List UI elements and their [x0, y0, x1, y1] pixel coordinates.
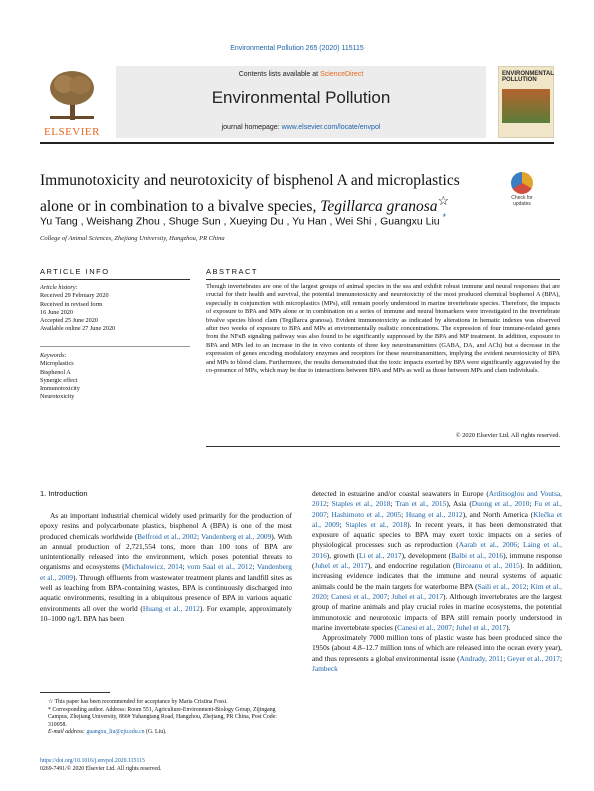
keyword: Neurotoxicity: [40, 393, 75, 401]
citation-link[interactable]: Michałowicz, 2014: [124, 562, 183, 572]
citation-link[interactable]: Canesi et al., 2007: [331, 591, 388, 601]
citation-link[interactable]: Juhel et al., 2017: [314, 561, 368, 571]
authors-names[interactable]: Yu Tang , Weishang Zhou , Shuge Sun , Xueying Du , Yu Han , Wei Shi , Guangxu Liu: [40, 215, 440, 228]
contents-line: [116, 71, 486, 78]
citation-link[interactable]: vom Saal et al., 2012: [187, 562, 253, 572]
citation-link[interactable]: Staples et al., 2018: [331, 499, 391, 509]
body-text: ), Asia (: [446, 499, 472, 509]
body-text: ), immune response (: [312, 550, 563, 571]
section-heading-introduction: 1. Introduction: [40, 489, 88, 498]
citation-link[interactable]: Aarab et al., 2006: [458, 540, 518, 550]
footnote-recommendation: ☆ This paper has been recommended for acceptance by Maria Cristina Fossi.: [48, 699, 228, 705]
article-info-heading: ARTICLE INFO: [40, 267, 110, 276]
body-text: ), development (: [401, 550, 452, 560]
crossmark-label: Check for updates: [511, 195, 533, 207]
body-text: ;: [526, 581, 531, 591]
abstract-heading: ABSTRACT: [206, 267, 259, 276]
title-species: Tegillarca granosa: [320, 198, 438, 216]
email-suffix: (G. Liu).: [146, 729, 167, 735]
history-line: Accepted 25 June 2020: [40, 317, 98, 325]
history-line: 16 June 2020: [40, 308, 73, 316]
doi-block: [40, 758, 161, 773]
body-text: ). Through effluents from wastewater treatment plants and landfill sites as well as leaching from BPA-containing wastes, BPA is continuously discharged into aquatic environments, resulting in a ubiquitous presence of BPA in various aquatic environments all over the world (: [40, 572, 292, 613]
footnote-corresponding: * Corresponding author. Address: Room 551, Agriculture-Environment-Biology Group, Zijingang Campus, Zhejiang University, 866# Yuhangtang Road, Hangzhou, Zhejiang, PR China, Post Code: 310058.: [48, 706, 277, 728]
citation-link[interactable]: Klečka et al., 2009: [312, 509, 563, 529]
history-heading: Article history:: [40, 284, 78, 291]
citation-link[interactable]: Li et al., 2017: [359, 550, 402, 560]
citation-link[interactable]: Vandenberg et al., 2009: [40, 562, 292, 582]
body-text: ;: [529, 499, 535, 509]
article-history: [40, 284, 115, 334]
citation-link[interactable]: Balbi et al., 2016: [451, 550, 504, 560]
abstract-copyright: © 2020 Elsevier Ltd. All rights reserved.: [455, 432, 560, 439]
intro-paragraph-1: [40, 511, 292, 624]
body-text: Approximately 7000 million tons of plastic waste has been produced since the 1950s (about 4.8–12.7 million tons of which are released into the ocean every year), and thus represents a global environmental issue (: [312, 633, 562, 663]
journal-citation[interactable]: Environmental Pollution 265 (2020) 115115: [230, 45, 364, 52]
affiliation: College of Animal Sciences, Zhejiang University, Hangzhou, PR China: [40, 235, 225, 242]
body-text: ;: [517, 540, 523, 550]
title-main: Immunotoxicity and neurotoxicity of bisphenol A and microplastics alone or in combination to a bivalve species,: [40, 172, 460, 216]
keyword: Microplastics: [40, 360, 74, 368]
keyword: Synergic effect: [40, 376, 78, 384]
citation-link[interactable]: Vandenberg et al., 2009: [200, 531, 272, 541]
body-text: ;: [451, 622, 456, 632]
author-list: [40, 212, 510, 228]
corresponding-mark[interactable]: *: [442, 212, 446, 222]
keyword: Bisphenol A: [40, 368, 71, 376]
article-info-rule: [40, 279, 190, 280]
issn-line: 0269-7491/© 2020 Elsevier Ltd. All rights reserved.: [40, 765, 162, 772]
body-text: ;: [387, 591, 392, 601]
citation-link[interactable]: Birceanu et al., 2015: [455, 561, 520, 571]
intro-right-column: [312, 489, 562, 674]
intro-paragraph-1-cont: [312, 489, 562, 633]
homepage-link[interactable]: www.elsevier.com/locate/envpol: [281, 124, 381, 131]
body-text: ;: [401, 509, 406, 519]
body-text: ;: [182, 562, 188, 572]
title-footnote-mark[interactable]: ☆: [437, 193, 450, 208]
citation-link[interactable]: Canesi et al., 2007: [397, 622, 452, 632]
cover-image: [502, 89, 550, 123]
body-text: ). In addition, increasing evidence indicates that the immune and neural systems of aquatic animals could be the main targets for waterborne BPA (: [312, 561, 562, 591]
footnotes: [48, 699, 292, 737]
crossmark-icon: [511, 172, 533, 194]
body-text: ;: [390, 499, 396, 509]
history-line: Received 29 February 2020: [40, 292, 109, 300]
journal-name: Environmental Pollution: [211, 88, 391, 107]
citation-link[interactable]: Belfroid et al., 2002: [137, 531, 197, 541]
sciencedirect-link[interactable]: ScienceDirect: [320, 71, 364, 78]
keyword: Immunotoxicity: [40, 385, 80, 393]
body-text: ;: [252, 562, 257, 572]
footnote-email: [48, 729, 292, 737]
body-text: ;: [503, 653, 508, 663]
body-text: As an important industrial chemical widely used primarily for the production of epoxy resins and polycarbonate plastics, bisphenol A (BPA) is one of the most produced chemicals worldwide (: [40, 511, 292, 541]
masthead-divider: [40, 142, 554, 144]
body-text: ;: [339, 519, 346, 529]
citation-link[interactable]: Juhel et al., 2017: [455, 622, 507, 632]
article-info-divider: [40, 346, 190, 347]
citation-link[interactable]: Hashimoto et al., 2005: [331, 509, 402, 519]
footnote-rule: [40, 692, 110, 693]
citation-link[interactable]: Fu et al., 2007: [312, 499, 562, 519]
citation-link[interactable]: Geyer et al., 2017: [507, 653, 560, 663]
keywords: [40, 352, 80, 402]
keywords-heading: Keywords:: [40, 352, 67, 359]
body-text: ;: [326, 509, 332, 519]
abstract-rule: [206, 279, 560, 280]
homepage-prefix: journal homepage:: [221, 124, 280, 131]
body-text: ;: [197, 531, 201, 541]
masthead: [40, 66, 554, 138]
cover-title: ENVIRONMENTAL POLLUTION: [502, 71, 554, 83]
body-text: ), and North America (: [462, 509, 534, 519]
email-label: E-mail address:: [48, 729, 85, 735]
body-text: ). With an annual production of 2,721,554 tons, more than 100 tons of BPA are unintentionally released into the environment, which poses potential threats to organisms and ecosystems (: [40, 531, 292, 572]
citation-link[interactable]: Staples et al., 2018: [345, 519, 408, 529]
body-text: detected in estuarine and/or coastal seawaters in Europe (: [312, 489, 489, 498]
body-text: ), and endocrine regulation (: [367, 561, 456, 571]
email-link[interactable]: guangxu_liu@zju.edu.cn: [86, 729, 145, 735]
body-text: ). For example, approximately 10–1000 ng/L BPA has been: [40, 603, 293, 623]
history-line: Received in revised form: [40, 300, 103, 308]
journal-homepage: [116, 124, 486, 131]
body-text: ), growth (: [326, 550, 360, 560]
body-text: ;: [326, 499, 332, 509]
body-text: ). Although invertebrates are the largest group of marine animals and play crucial roles in marine ecosystems, the potential immunotoxic and neurotoxic impacts of BPA still remain poorly understood in marine invertebrate species (: [312, 591, 562, 632]
abstract-end-rule: [206, 446, 560, 447]
citation-link[interactable]: Huang et al., 2012: [142, 603, 200, 613]
elsevier-logo[interactable]: [40, 66, 104, 138]
citation-link[interactable]: Saili et al., 2012: [477, 581, 527, 591]
history-line: Available online 27 June 2020: [40, 325, 116, 333]
citation-link[interactable]: Huang et al., 2012: [405, 509, 463, 519]
citation-link[interactable]: Duong et al., 2010: [471, 499, 530, 509]
citation-link[interactable]: Andrady, 2011: [459, 653, 504, 663]
journal-cover[interactable]: [498, 66, 554, 138]
elsevier-tree-icon: [46, 68, 98, 122]
citation-link[interactable]: Laing et al., 2016: [312, 540, 563, 560]
citation-link[interactable]: Jambeck: [312, 664, 338, 674]
intro-left-column: [40, 511, 292, 624]
body-text: ).: [506, 622, 511, 632]
crossmark-button[interactable]: [507, 172, 537, 208]
citation-link[interactable]: Arditsoglou and Voutsa, 2012: [312, 489, 562, 509]
masthead-center: [116, 66, 486, 138]
intro-paragraph-2: [312, 633, 562, 674]
body-text: ). In recent years, it has been demonstrated that exposure of aquatic species to BPA may exert toxic impacts on a series of physiological processes such as reproduction (: [312, 519, 562, 550]
article-title: [40, 171, 490, 217]
doi-link[interactable]: https://doi.org/10.1016/j.envpol.2020.115115: [40, 758, 145, 764]
contents-prefix: Contents lists available at: [238, 71, 319, 78]
citation-link[interactable]: Kim et al., 2020: [312, 581, 562, 601]
publisher-name: ELSEVIER: [44, 126, 100, 138]
body-text: ;: [326, 591, 332, 601]
abstract-text: Though invertebrates are one of the largest groups of animal species in the sea and exhibit robust immune and neural responses that are crucial for their health and survival, the potential immunotoxicity and neurotoxicity of the most produced chemical bisphenol A (BPA), especially in conjunction with microplastics (MPs), still remain poorly understood in marine invertebrate species. Therefore, the impacts of exposure to BPA and MPs alone or in combination on a series of immune and neural biomarkers were investigated in the invertebrate bivalve species blood clam (Tegillarca granosa). Evident immunotoxicity as indicated by alterations in hematic indexes was observed after two weeks of exposure to BPA and MPs at environmentally realistic concentrations. The expression of four immune-related genes from the NFκB signaling pathway was also found to be significantly suppressed by the BPA and MP treatment. In addition, exposure to BPA and MPs led to an increase in the in vivo contents of three key neurotransmitters (GABA, DA, and ACh) but a decrease in the expression of genes encoding modulatory enzymes and receptors for these neurotransmitters, implying the evident neurotoxicity of BPA and MPs to blood clam. Furthermore, the results demonstrated that the toxic impacts exerted by BPA were significantly aggravated by the co-presence of MPs, which may be due to interactions between BPA and MPs as well as those between MPs and clam individuals.: [206, 283, 560, 375]
citation-link[interactable]: Tran et al., 2015: [395, 499, 447, 509]
body-text: ;: [559, 653, 562, 663]
citation-link[interactable]: Juhel et al., 2017: [391, 591, 444, 601]
